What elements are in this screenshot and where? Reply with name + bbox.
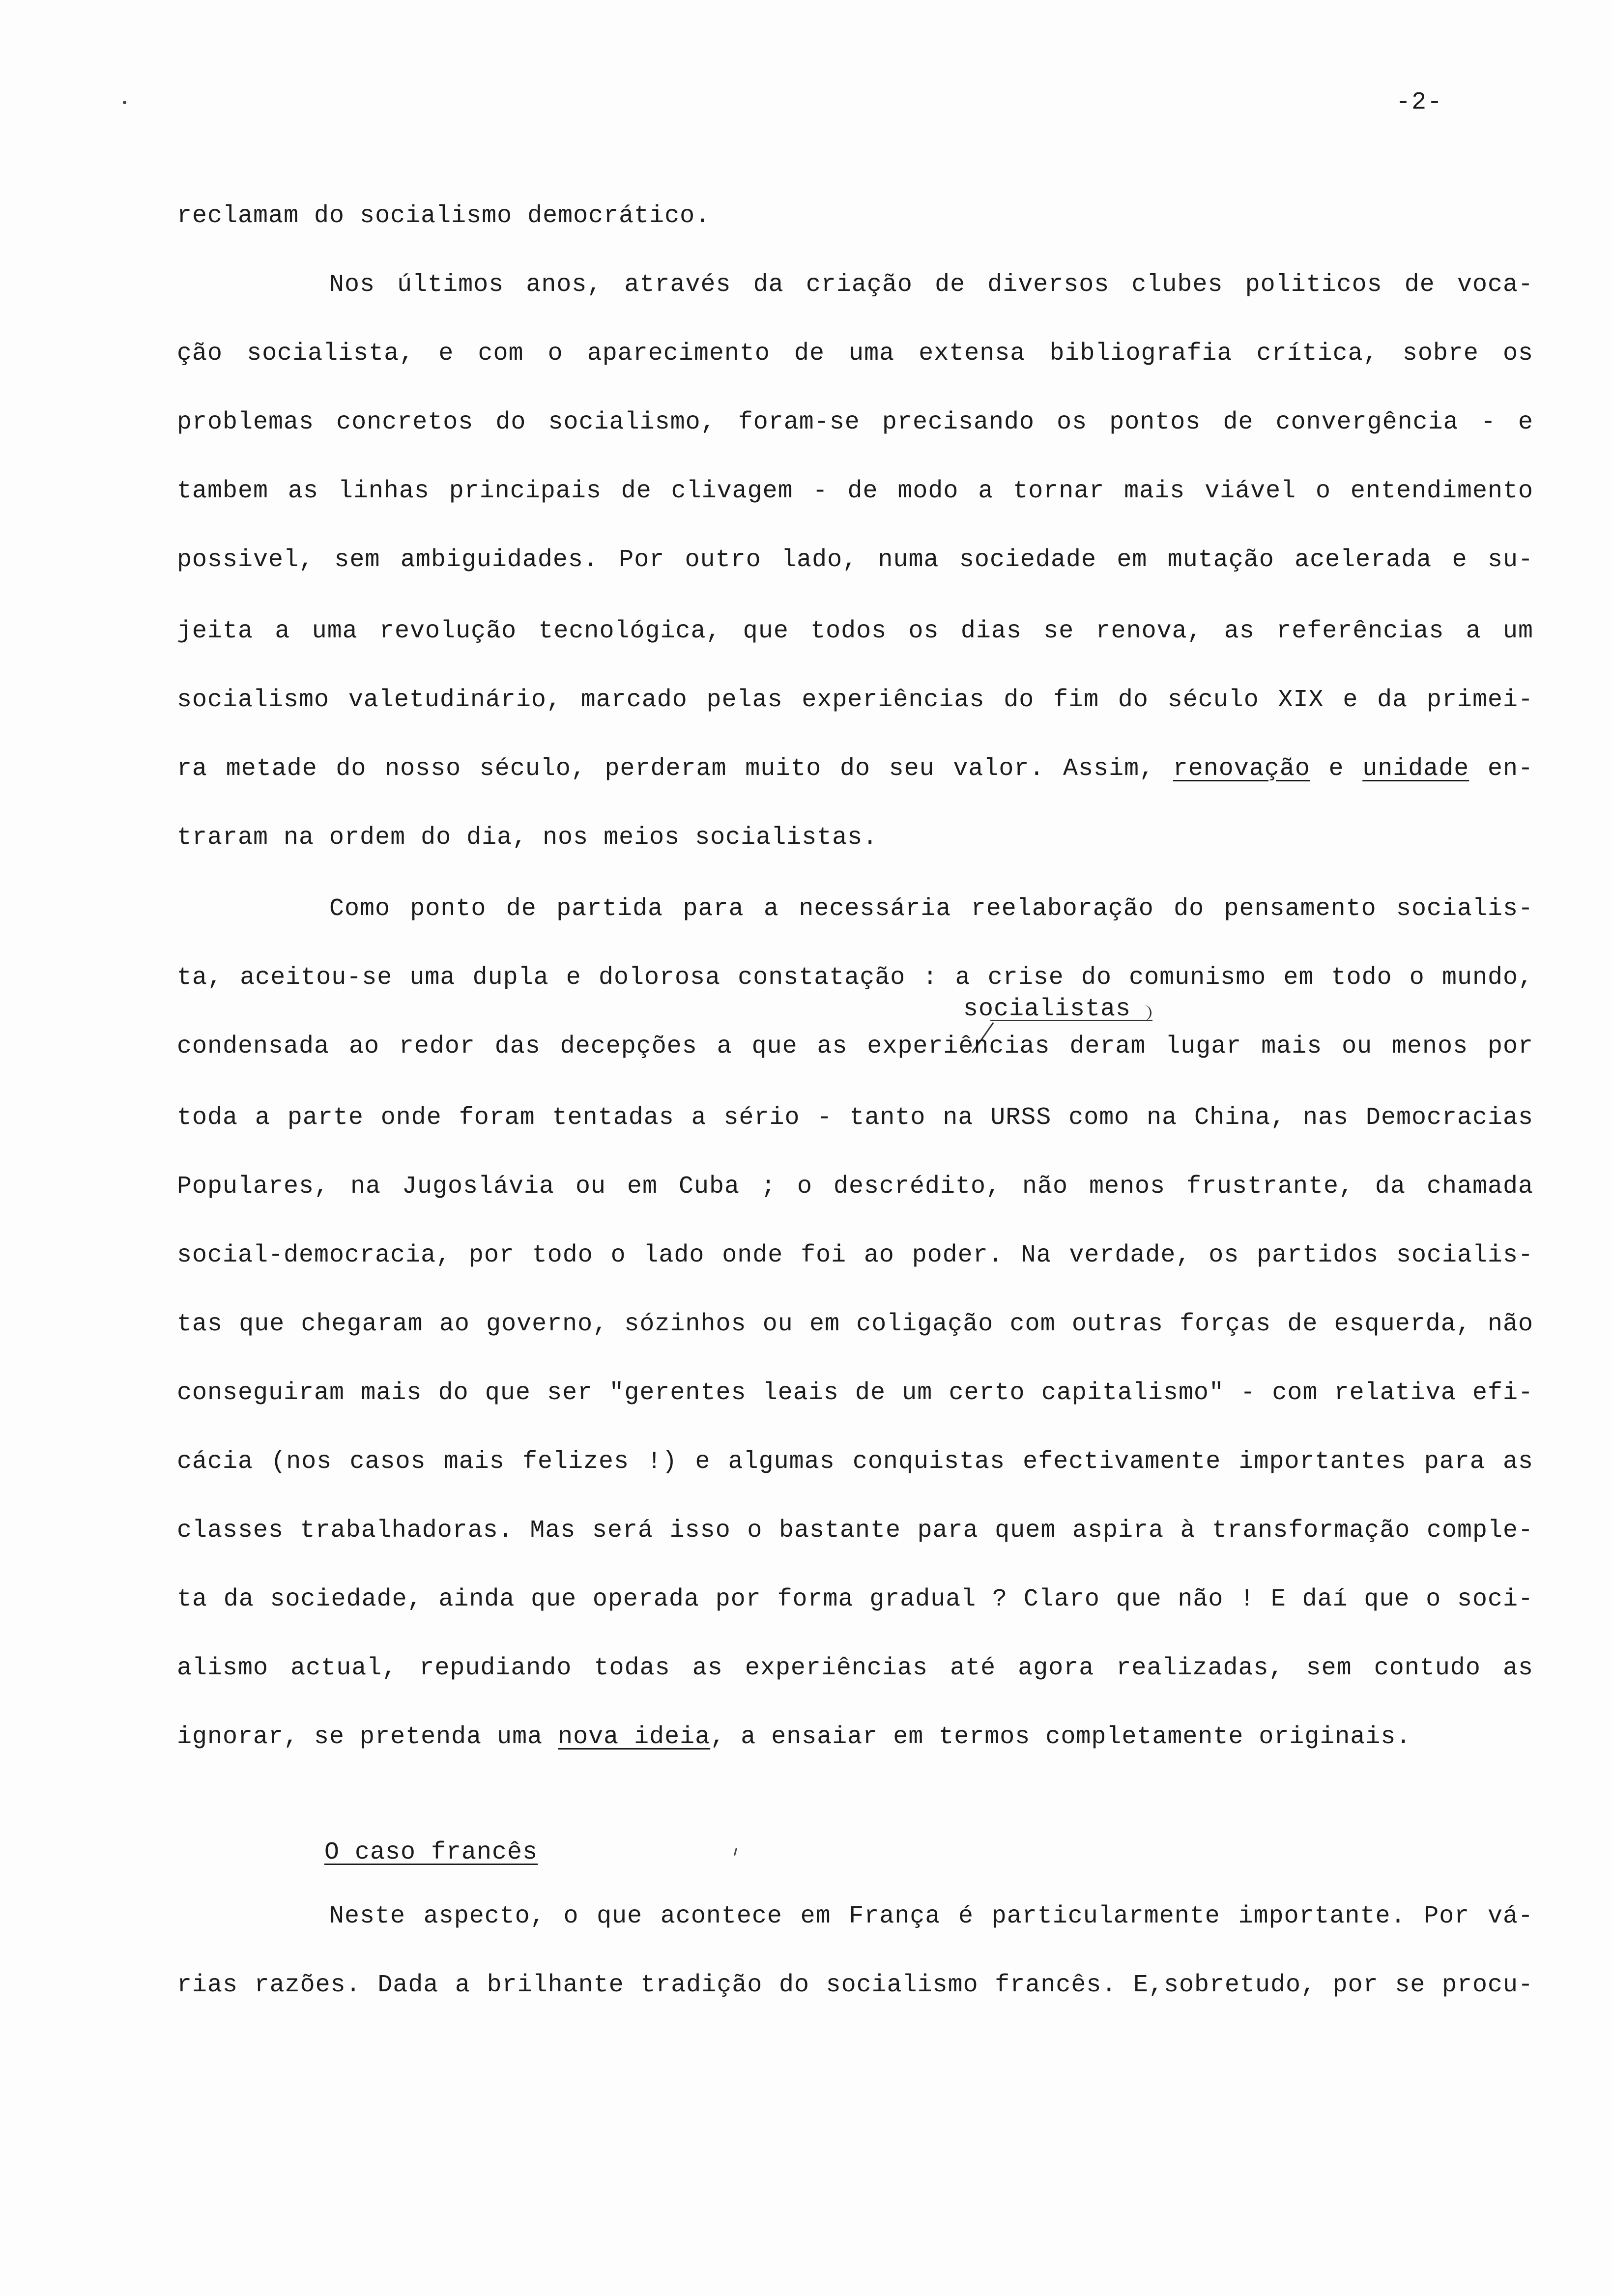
text-line: cácia (nos casos mais felizes !) e algumas conquistas efectivamente importantes para as (177, 1448, 1533, 1476)
text-line: ta, aceitou-se uma dupla e dolorosa constatação : a crise do comunismo em todo o mundo, (177, 964, 1533, 992)
text-line: Neste aspecto, o que acontece em França é particularmente importante. Por vá- (329, 1902, 1533, 1930)
text-segment: ignorar, se pretenda uma (177, 1723, 543, 1751)
text-line: possivel, sem ambiguidades. Por outro lado, numa sociedade em mutação acelerada e su- (177, 546, 1533, 574)
underlined-word: renovação (1173, 755, 1310, 783)
text-line: reclamam do socialismo democrático. (177, 202, 711, 230)
text-segment: ra metade do nosso século, perderam muito do seu valor. Assim, (177, 755, 1155, 783)
handwritten-insertion: socialistas (963, 995, 1131, 1023)
underlined-word: unidade (1362, 755, 1469, 783)
text-line: classes trabalhadoras. Mas será isso o bastante para quem aspira à transformação comple- (177, 1517, 1533, 1545)
text-line: tambem as linhas principais de clivagem - de modo a tornar mais viável o entendimento (177, 477, 1533, 505)
stray-mark (734, 1848, 737, 1856)
page-number: -2- (1396, 88, 1443, 116)
text-line: social-democracia, por todo o lado onde foi ao poder. Na verdade, os partidos socialis- (177, 1241, 1533, 1269)
text-line (177, 754, 1533, 784)
text-line: ção socialista, e com o aparecimento de uma extensa bibliografia crítica, sobre os (177, 340, 1533, 368)
text-line: jeita a uma revolução tecnológica, que todos os dias se renova, as referências a um (177, 617, 1533, 645)
text-line: tas que chegaram ao governo, sózinhos ou em coligação com outras forças de esquerda, não (177, 1310, 1533, 1338)
text-segment: e (1328, 755, 1344, 783)
text-line: traram na ordem do dia, nos meios socialistas. (177, 824, 878, 852)
underlined-phrase: nova ideia (558, 1723, 711, 1751)
text-line: toda a parte onde foram tentadas a sério - tanto na URSS como na China, nas Democracias (177, 1104, 1533, 1132)
text-line: problemas concretos do socialismo, foram-se precisando os pontos de convergência - e (177, 408, 1533, 436)
section-heading: O caso francês (324, 1838, 538, 1866)
text-line: rias razões. Dada a brilhante tradição do socialismo francês. E,sobretudo, por se procu- (177, 1971, 1533, 1999)
text-line: Nos últimos anos, através da criação de diversos clubes politicos de voca- (329, 271, 1533, 299)
scan-speck (123, 101, 126, 104)
text-line: socialismo valetudinário, marcado pelas experiências do fim do século XIX e da primei- (177, 686, 1533, 714)
text-line (177, 1722, 1533, 1752)
text-line: ta da sociedade, ainda que operada por forma gradual ? Claro que não ! E daí que o soci- (177, 1585, 1533, 1613)
text-segment: , a ensaiar em termos completamente originais. (710, 1723, 1411, 1751)
text-segment: en- (1487, 755, 1533, 783)
text-line: alismo actual, repudiando todas as experiências até agora realizadas, sem contudo as (177, 1654, 1533, 1682)
text-line: Como ponto de partida para a necessária reelaboração do pensamento socialis- (329, 895, 1533, 923)
text-line: Populares, na Jugoslávia ou em Cuba ; o descrédito, não menos frustrante, da chamada (177, 1173, 1533, 1201)
text-line: condensada ao redor das decepções a que as experiências deram lugar mais ou menos por (177, 1033, 1533, 1061)
insertion-curl (1139, 1005, 1151, 1021)
text-line: conseguiram mais do que ser "gerentes leais de um certo capitalismo" - com relativa efi- (177, 1379, 1533, 1407)
